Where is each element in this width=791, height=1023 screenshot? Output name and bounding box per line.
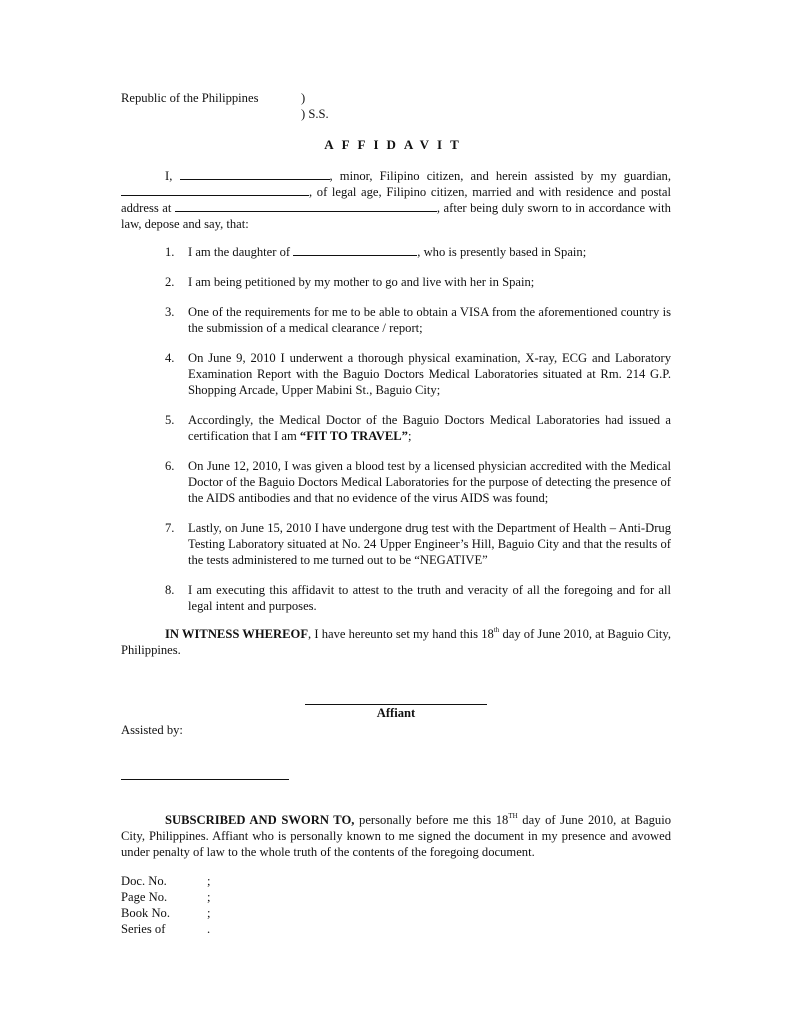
address-blank[interactable]	[175, 200, 437, 212]
jurat-text-2: day of June 2010, at Baguio City, Philippines. Affiant who is personally known to me signed the document in my presence and avowed under penalty of law to the whole truth of the contents of the foregoing document.	[121, 813, 671, 859]
item-number: 7.	[165, 521, 175, 535]
list-item	[121, 350, 671, 398]
doc-entry-label: Book No.	[121, 906, 170, 920]
item-number: 6.	[165, 459, 175, 473]
item-text: I am the daughter of	[188, 245, 291, 259]
item-text: One of the requirements for me to be able to obtain a VISA from the aforementioned country is the submission of a medical clearance / report;	[188, 305, 671, 335]
jurat-heading: SUBSCRIBED AND SWORN TO,	[165, 813, 355, 827]
document-title: AFFIDAVIT	[324, 137, 467, 152]
list-item	[121, 582, 671, 614]
fit-to-travel-text: “FIT TO TRAVEL”	[299, 429, 408, 443]
venue-republic: Republic of the Philippines	[121, 91, 259, 105]
item-text: I am executing this affidavit to attest to the truth and veracity of all the foregoing and for all legal intent and purposes.	[188, 583, 671, 613]
list-item	[121, 304, 671, 336]
venue-line-2	[121, 106, 329, 122]
list-item	[121, 458, 671, 506]
list-item	[121, 274, 671, 290]
affiant-label: Affiant	[376, 706, 416, 720]
doc-entry-mark: ;	[207, 874, 211, 888]
item-number: 2.	[165, 275, 175, 289]
list-item	[121, 520, 671, 568]
venue-line-1	[121, 90, 305, 106]
item-text: On June 9, 2010 I underwent a thorough physical examination, X-ray, ECG and Laboratory Examination Report with the Baguio Doctors Medical Laboratories situated at Rm. 214 G.P. Shopping Arcade, Upper Mabini St., Baguio City;	[188, 351, 671, 397]
jurat-text-1: personally before me this 18	[354, 813, 509, 827]
venue-ss: ) S.S.	[301, 107, 329, 121]
name-blank[interactable]	[180, 168, 330, 180]
guardian-signature-line[interactable]	[121, 779, 289, 780]
item-number: 5.	[165, 413, 175, 427]
item-text-cont: , who is presently based in Spain;	[417, 245, 587, 259]
intro-text-3: , of legal age, Filipino citizen, married and with residence and postal address at	[121, 185, 671, 215]
doc-entry-mark: ;	[207, 906, 211, 920]
doc-entry-mark: .	[207, 922, 211, 936]
jurat-paragraph	[121, 812, 671, 860]
item-text: Accordingly, the Medical Doctor of the Baguio Doctors Medical Laboratories had issued a certification that I am	[188, 413, 671, 443]
witness-text-2: day of June 2010, at Baguio City, Philippines.	[121, 627, 671, 657]
witness-paragraph	[121, 626, 671, 658]
list-item	[121, 244, 671, 260]
statement-list	[121, 244, 671, 614]
list-item	[121, 412, 671, 444]
intro-paragraph	[121, 168, 671, 232]
item-number: 3.	[165, 305, 175, 319]
item-text: I am being petitioned by my mother to go and live with her in Spain;	[188, 275, 535, 289]
guardian-blank[interactable]	[121, 184, 309, 196]
witness-sup: th	[493, 626, 500, 634]
doc-entry-label: Series of	[121, 922, 166, 936]
assisted-by-label: Assisted by:	[121, 723, 183, 737]
doc-entry	[121, 873, 211, 889]
doc-entry-label: Page No.	[121, 890, 168, 904]
item-text: Lastly, on June 15, 2010 I have undergone drug test with the Department of Health – Anti-Drug Testing Laboratory situated at No. 24 Upper Engineer’s Hill, Baguio City and that the results of the tests administered to me turned out to be “NEGATIVE”	[188, 521, 671, 567]
doc-entry	[121, 921, 211, 937]
item-number: 1.	[165, 245, 175, 259]
doc-entry	[121, 889, 211, 905]
doc-entry-mark: ;	[207, 890, 211, 904]
doc-entry-label: Doc. No.	[121, 874, 167, 888]
notarial-register	[121, 873, 211, 937]
doc-entry	[121, 905, 211, 921]
witness-heading: IN WITNESS WHEREOF	[165, 627, 309, 641]
item-number: 4.	[165, 351, 175, 365]
witness-text-1: , I have hereunto set my hand this 18	[308, 627, 494, 641]
intro-text-2: , minor, Filipino citizen, and herein assisted by my guardian,	[329, 169, 671, 183]
item-number: 8.	[165, 583, 175, 597]
intro-text-4: , after being duly sworn to in accordance with law, depose and say, that:	[121, 201, 671, 231]
item-text-cont: ;	[407, 429, 412, 443]
parent-name-blank[interactable]	[293, 244, 417, 256]
venue-paren-1: )	[301, 91, 306, 105]
item-text: On June 12, 2010, I was given a blood test by a licensed physician accredited with the Medical Doctor of the Baguio Doctors Medical Laboratories for the purpose of detecting the presence of the AIDS antibodies and that no evidence of the virus AIDS was found;	[188, 459, 671, 505]
jurat-sup: TH	[508, 812, 518, 820]
intro-text-1: I,	[165, 169, 173, 183]
